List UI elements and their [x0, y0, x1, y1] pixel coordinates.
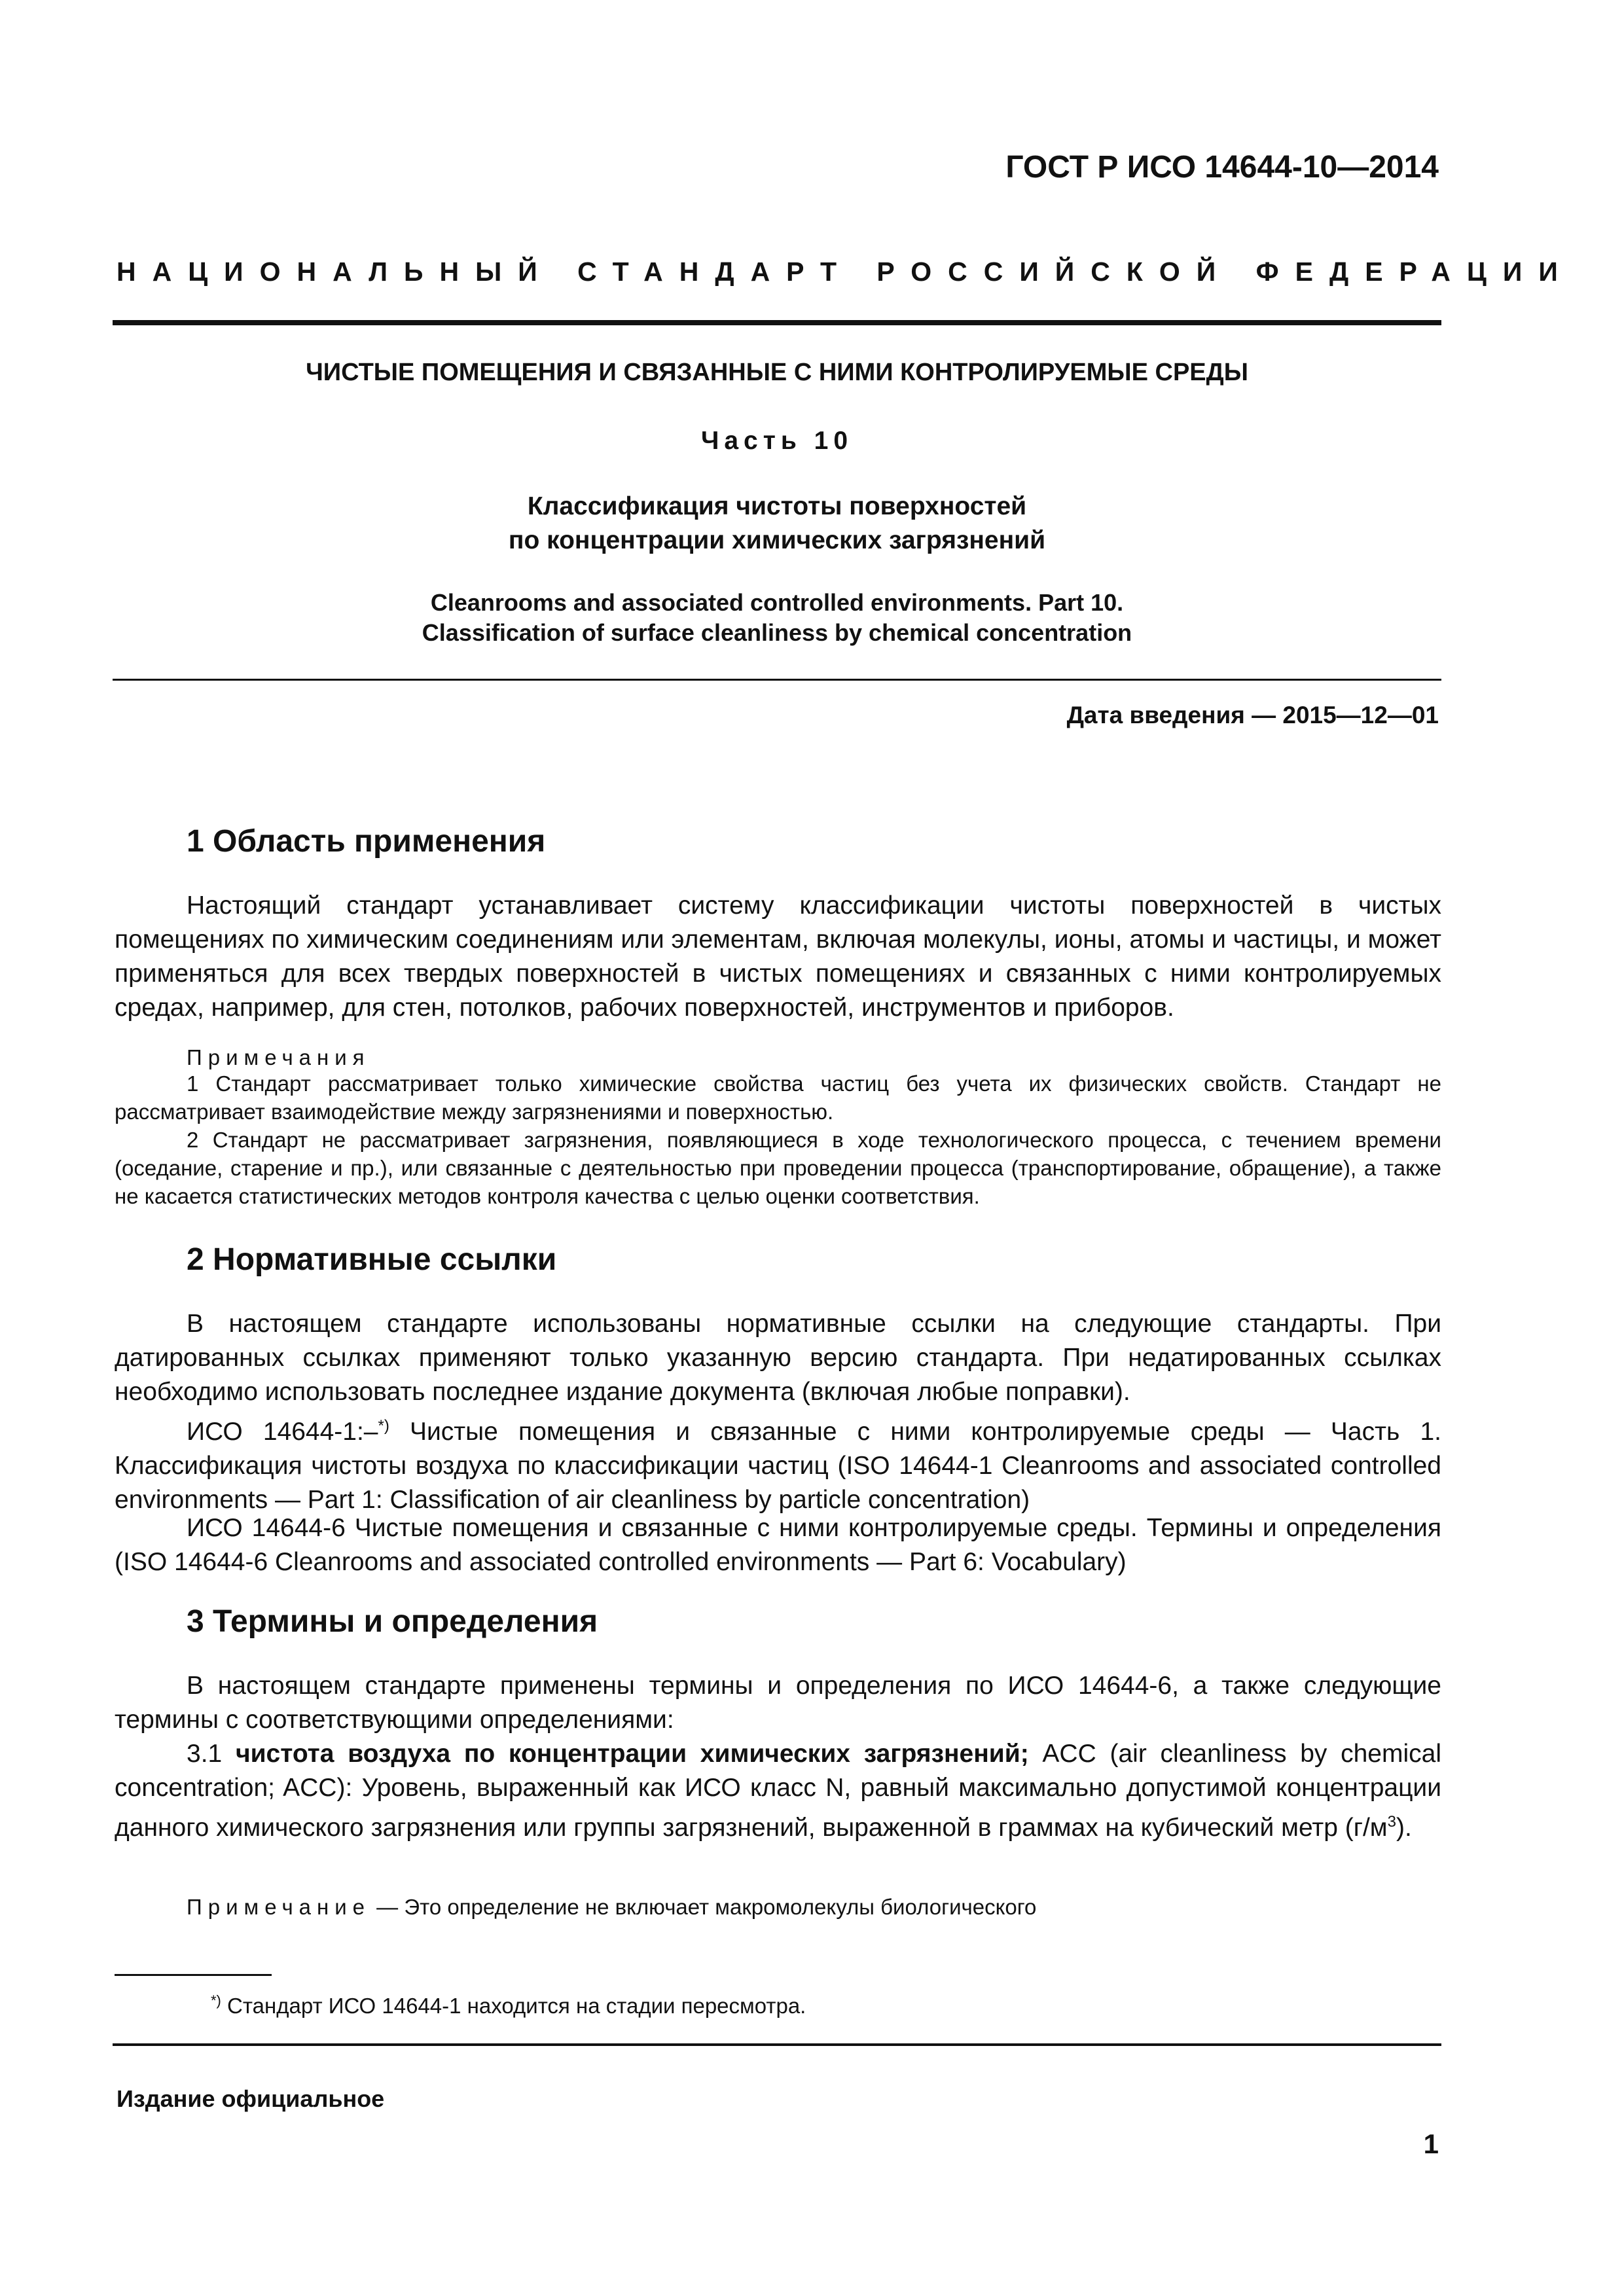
- ref-code: ИСО 14644-1:–: [187, 1418, 378, 1446]
- term-note: [187, 1893, 1036, 1921]
- note-1-text: 1 Стандарт рассматривает только химические свойства частиц без учета их физических свойств. Стандарт не рассматривает взаимодействие между загрязнениями и поверхностью.: [115, 1071, 1441, 1124]
- terms-paragraph: [115, 1669, 1441, 1737]
- term-definition: ACC (air cleanliness by chemical concentration; ACC): Уровень, выраженный как ИСО класс N, равный максимально допустимой концентрации данного химического загрязнения или группы загрязнений, выраженной в граммах на кубический метр (г/м: [115, 1740, 1441, 1842]
- document-code: ГОСТ Р ИСО 14644-10—2014: [1005, 150, 1439, 185]
- section-heading-scope: 1 Область применения: [187, 824, 546, 859]
- term-number: 3.1: [187, 1740, 236, 1768]
- part-number: Часть 10: [700, 427, 854, 455]
- terms-text: В настоящем стандарте применены термины и определения по ИСО 14644-6, а также следующие термины с соответствующими определениями:: [115, 1672, 1441, 1734]
- scope-paragraph: [115, 889, 1441, 1025]
- footnote-mark: *): [211, 1992, 221, 2009]
- page-number: 1: [1423, 2128, 1439, 2159]
- footnote-mark: *): [378, 1417, 389, 1435]
- refs-text: В настоящем стандарте использованы нормативные ссылки на следующие стандарты. При датированных ссылках применяют только указанную версию стандарта. При недатированных ссылках необходимо использовать последнее издание документа (включая любые поправки).: [115, 1310, 1441, 1406]
- document-title: ЧИСТЫЕ ПОМЕЩЕНИЯ И СВЯЗАННЫЕ С НИМИ КОНТРОЛИРУЕМЫЕ СРЕДЫ: [306, 359, 1248, 386]
- introduction-date: Дата введения — 2015—12—01: [1066, 702, 1439, 728]
- subtitle-en-line2: Classification of surface cleanliness by chemical concentration: [422, 619, 1132, 646]
- ref-text: ИСО 14644-6 Чистые помещения и связанные с ними контролируемые среды. Термины и определения (ISO 14644-6 Cleanrooms and associated controlled environments — Part 6: Vocabulary): [115, 1514, 1441, 1576]
- term-3-1: [115, 1737, 1441, 1845]
- header-rule: [113, 320, 1441, 325]
- term-note-label: Примечание: [187, 1895, 371, 1919]
- section-heading-terms: 3 Термины и определения: [187, 1604, 598, 1639]
- subtitle-ru-line2: по концентрации химических загрязнений: [508, 526, 1046, 554]
- term-end: ).: [1396, 1814, 1412, 1842]
- note-2-text: 2 Стандарт не рассматривает загрязнения, появляющиеся в ходе технологического процесса, с течением времени (оседание, старение и пр.), или связанные с деятельностью при проведении процесса (транспортирование, обращение), а также не касается статистических методов контроля качества с целью оценки соответствия.: [115, 1128, 1441, 1208]
- section-heading-normative-refs: 2 Нормативные ссылки: [187, 1242, 557, 1277]
- refs-paragraph: [115, 1307, 1441, 1409]
- official-edition-label: Издание официальное: [117, 2085, 385, 2112]
- national-standard-banner: НАЦИОНАЛЬНЫЙ СТАНДАРТ РОССИЙСКОЙ ФЕДЕРАЦИИ: [117, 257, 1574, 287]
- subtitle-ru-line1: Классификация чистоты поверхностей: [527, 492, 1027, 520]
- footnote: [211, 1992, 806, 2018]
- notes-heading: Примечания: [187, 1045, 370, 1069]
- footer-rule: [113, 2043, 1441, 2046]
- note-2: [115, 1126, 1441, 1210]
- note-1: [115, 1069, 1441, 1126]
- subtitle-en-line1: Cleanrooms and associated controlled environments. Part 10.: [430, 589, 1124, 616]
- term-note-text: — Это определение не включает макромолекулы биологического: [370, 1895, 1037, 1919]
- footnote-text: Стандарт ИСО 14644-1 находится на стадии пересмотра.: [221, 1994, 806, 2018]
- scope-text: Настоящий стандарт устанавливает систему классификации чистоты поверхностей в чистых помещениях по химическим соединениям или элементам, включая молекулы, ионы, атомы и частицы, и может применяться для всех твердых поверхностей в чистых помещениях и связанных с ними контролируемых средах, например, для стен, потолков, рабочих поверхностей, инструментов и приборов.: [115, 891, 1441, 1022]
- title-rule: [113, 679, 1441, 681]
- ref-iso-14644-1: [115, 1409, 1441, 1517]
- footnote-rule: [115, 1974, 272, 1976]
- term-superscript: 3: [1387, 1813, 1396, 1831]
- term-name: чистота воздуха по концентрации химических загрязнений;: [235, 1740, 1029, 1768]
- ref-text: Чистые помещения и связанные с ними контролируемые среды — Часть 1. Классификация чистоты воздуха по классификации частиц (ISO 14644-1 Cleanrooms and associated controlled environments — Part 1: Classification of air cleanliness by particle concentration): [115, 1418, 1441, 1514]
- ref-iso-14644-6: [115, 1511, 1441, 1579]
